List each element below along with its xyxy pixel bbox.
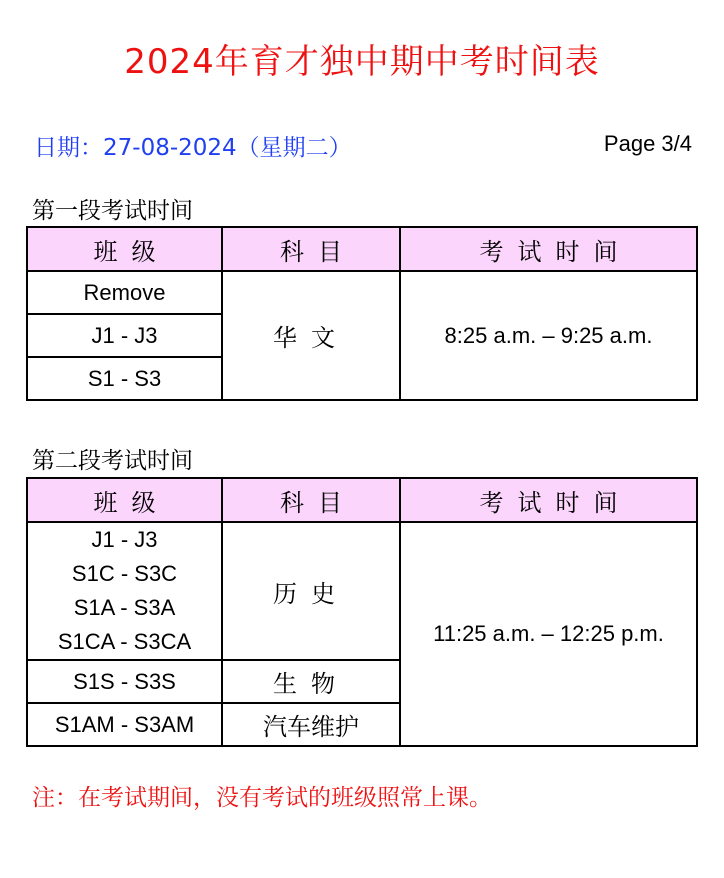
table-row [27, 522, 697, 660]
header-time: 考试时间 [400, 227, 697, 271]
header-time: 考试时间 [400, 478, 697, 522]
table-header-row [27, 227, 697, 271]
class-label: S1CA - S3CA [57, 629, 192, 654]
subject-cell: 历史 [222, 522, 400, 660]
session-2-title: 第二段考试时间 [32, 448, 193, 474]
header-subject: 科目 [222, 478, 400, 522]
session-2-table [26, 477, 698, 747]
exam-date: 日期：27-08-2024（星期二） [34, 135, 352, 161]
subject-cell: 生物 [222, 660, 400, 703]
class-cell: S1 - S3 [27, 357, 222, 400]
time-cell: 11:25 a.m. – 12:25 p.m. [400, 522, 697, 746]
time-cell: 8:25 a.m. – 9:25 a.m. [400, 271, 697, 400]
class-cell: S1AM - S3AM [27, 703, 222, 746]
class-cell: J1 - J3 [27, 314, 222, 357]
class-label: S1C - S3C [71, 561, 178, 586]
session-1-title: 第一段考试时间 [32, 198, 193, 224]
footnote: 注：在考试期间，没有考试的班级照常上课。 [32, 785, 492, 811]
class-cell: Remove [27, 271, 222, 314]
page-indicator: Page 3/4 [603, 131, 692, 156]
class-cell: S1S - S3S [27, 660, 222, 703]
page-title: 2024年育才独中期中考时间表 [124, 42, 600, 82]
class-cell [27, 522, 222, 660]
session-1-table [26, 226, 698, 401]
table-header-row [27, 478, 697, 522]
header-class: 班级 [27, 478, 222, 522]
header-subject: 科目 [222, 227, 400, 271]
header-class: 班级 [27, 227, 222, 271]
class-label: J1 - J3 [91, 527, 158, 552]
class-label: S1A - S3A [73, 595, 176, 620]
table-row [27, 271, 697, 314]
subject-cell: 华文 [222, 271, 400, 400]
subject-cell: 汽车维护 [222, 703, 400, 746]
